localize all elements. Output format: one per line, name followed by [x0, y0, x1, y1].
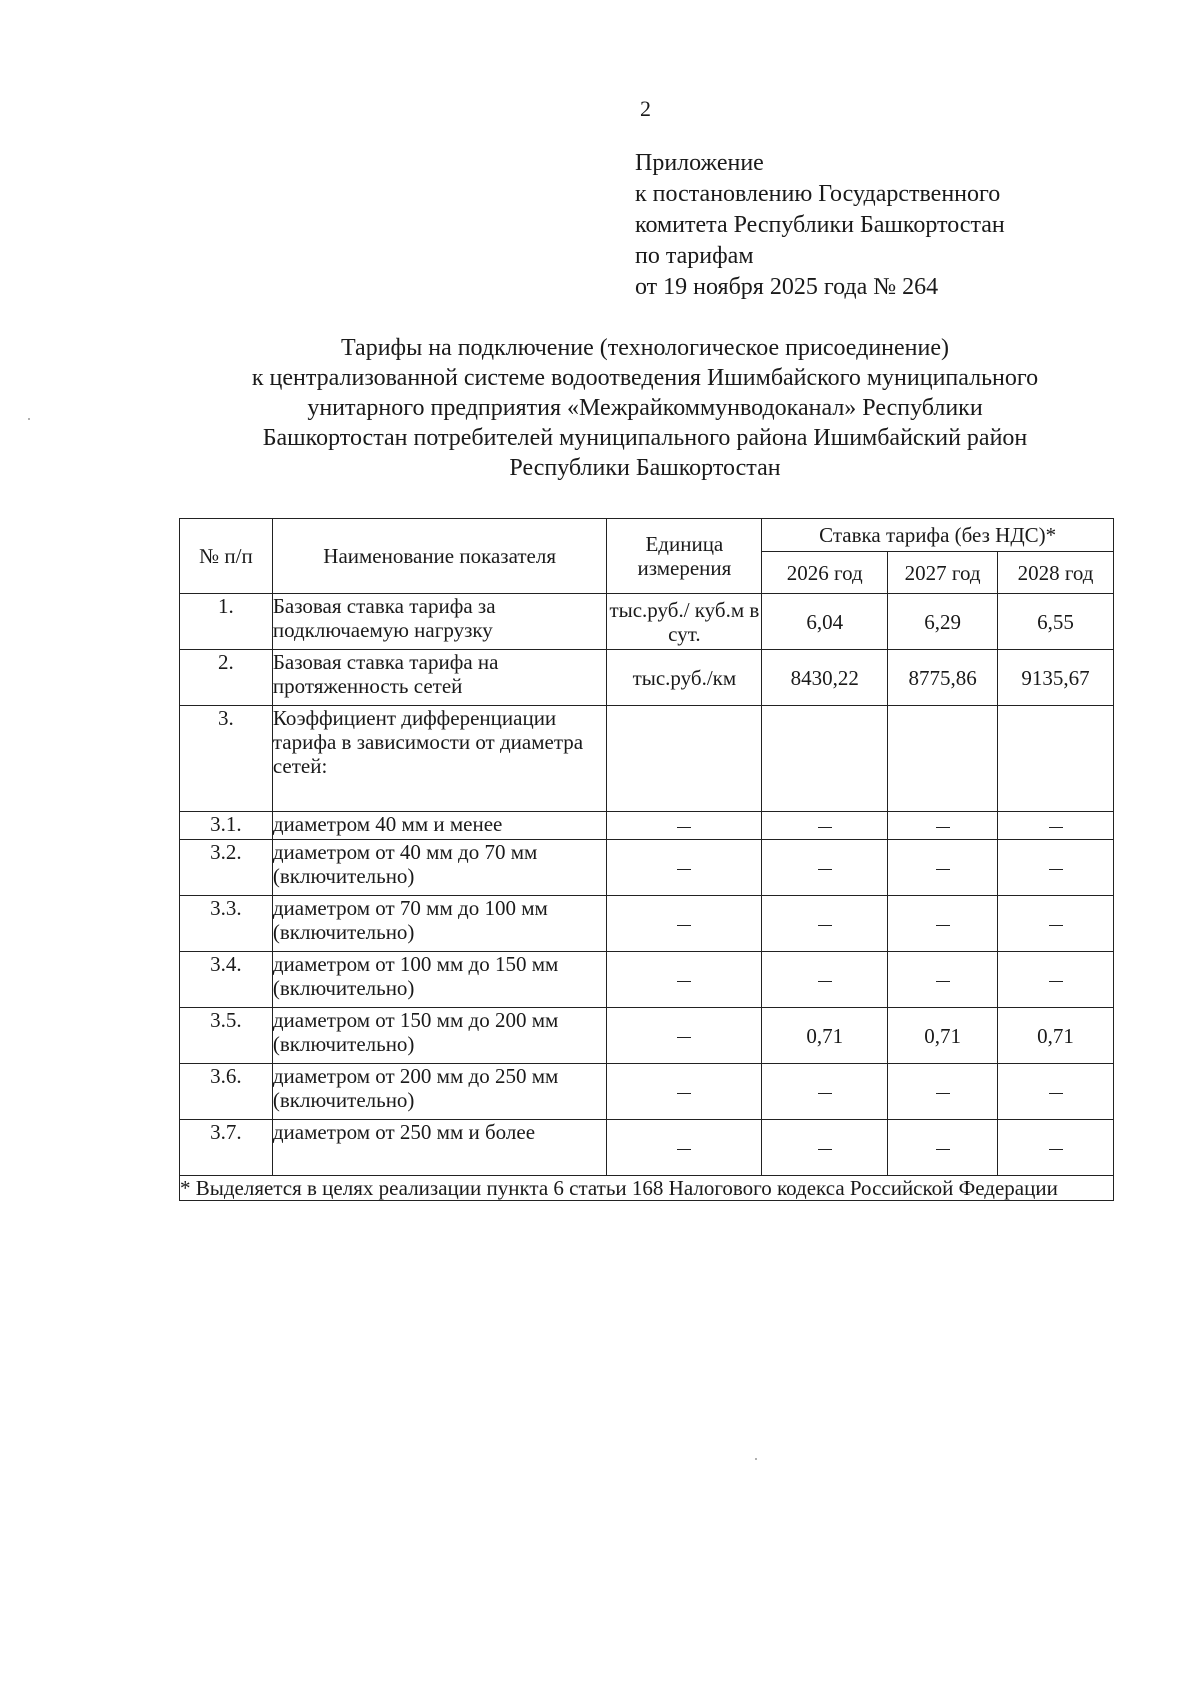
row-indicator-name: диаметром от 40 мм до 70 мм (включительно) [272, 840, 607, 896]
row-rate-value [888, 896, 998, 952]
row-indicator-name: Базовая ставка тарифа на протяженность сетей [272, 650, 607, 706]
row-rate-value: 9135,67 [998, 650, 1114, 706]
row-rate-value [888, 812, 998, 840]
dash-mark [1049, 827, 1063, 828]
dash-mark [1049, 1149, 1063, 1150]
title-line: к централизованной системе водоотведения Ишимбайского муниципального [251, 365, 1039, 391]
row-number: 3.1. [180, 812, 273, 840]
dash-mark [1049, 925, 1063, 926]
table-row [180, 594, 1114, 650]
scan-speck [28, 418, 30, 420]
page-number: 2 [640, 96, 651, 121]
table-row [180, 1008, 1114, 1064]
row-rate-value [888, 706, 998, 812]
row-number: 3. [180, 706, 273, 812]
dash-mark [936, 981, 950, 982]
row-rate-value: 0,71 [762, 1008, 888, 1064]
row-rate-value [888, 1064, 998, 1120]
dash-mark [818, 827, 832, 828]
dash-mark [1049, 1093, 1063, 1094]
appendix-line: от 19 ноября 2025 года № 264 [635, 274, 939, 300]
row-unit [607, 1120, 762, 1176]
dash-mark [677, 1093, 691, 1094]
row-unit [607, 1008, 762, 1064]
row-indicator-name: диаметром от 250 мм и более [272, 1120, 607, 1176]
row-rate-value [998, 1064, 1114, 1120]
row-number: 3.2. [180, 840, 273, 896]
row-unit: тыс.руб./ куб.м в сут. [607, 594, 762, 650]
dash-mark [818, 981, 832, 982]
row-number: 3.6. [180, 1064, 273, 1120]
row-unit [607, 1064, 762, 1120]
dash-mark [936, 925, 950, 926]
dash-mark [677, 827, 691, 828]
tariff-table [179, 518, 1114, 1201]
dash-mark [818, 925, 832, 926]
row-unit [607, 952, 762, 1008]
header-year: 2027 год [888, 552, 998, 594]
row-rate-value: 6,55 [998, 594, 1114, 650]
row-rate-value [762, 706, 888, 812]
row-rate-value: 8775,86 [888, 650, 998, 706]
table-row [180, 650, 1114, 706]
row-rate-value: 0,71 [888, 1008, 998, 1064]
dash-mark [677, 981, 691, 982]
row-indicator-name: диаметром от 100 мм до 150 мм (включительно) [272, 952, 607, 1008]
row-rate-value [998, 896, 1114, 952]
dash-mark [936, 869, 950, 870]
row-rate-value [998, 1120, 1114, 1176]
document-title [160, 333, 1130, 483]
table-row [180, 952, 1114, 1008]
row-number: 2. [180, 650, 273, 706]
row-rate-value [762, 1120, 888, 1176]
row-number: 1. [180, 594, 273, 650]
header-rate-group: Ставка тарифа (без НДС)* [762, 519, 1114, 552]
dash-mark [677, 869, 691, 870]
row-rate-value: 6,29 [888, 594, 998, 650]
table-row [180, 1064, 1114, 1120]
row-unit [607, 706, 762, 812]
table-row [180, 840, 1114, 896]
table-row [180, 896, 1114, 952]
row-rate-value [762, 1064, 888, 1120]
row-rate-value [998, 706, 1114, 812]
row-number: 3.5. [180, 1008, 273, 1064]
appendix-line: Приложение [635, 150, 764, 176]
appendix-line: к постановлению Государственного [635, 181, 1001, 207]
dash-mark [936, 1093, 950, 1094]
row-rate-value [888, 952, 998, 1008]
dash-mark [818, 869, 832, 870]
row-rate-value [762, 896, 888, 952]
row-indicator-name: диаметром 40 мм и менее [272, 812, 607, 840]
row-rate-value: 0,71 [998, 1008, 1114, 1064]
scan-speck [755, 1458, 757, 1460]
row-unit: тыс.руб./км [607, 650, 762, 706]
row-unit [607, 812, 762, 840]
row-indicator-name: диаметром от 150 мм до 200 мм (включительно) [272, 1008, 607, 1064]
dash-mark [1049, 981, 1063, 982]
dash-mark [936, 827, 950, 828]
table-row [180, 1120, 1114, 1176]
appendix-line: по тарифам [635, 243, 754, 269]
appendix-block [635, 148, 1005, 303]
row-rate-value: 8430,22 [762, 650, 888, 706]
table-footnote: * Выделяется в целях реализации пункта 6 статьи 168 Налогового кодекса Российской Федерации [180, 1176, 1114, 1201]
row-rate-value [888, 840, 998, 896]
row-rate-value [762, 952, 888, 1008]
header-year: 2026 год [762, 552, 888, 594]
row-rate-value [762, 812, 888, 840]
row-number: 3.4. [180, 952, 273, 1008]
header-unit: Единица измерения [607, 519, 762, 594]
header-num: № п/п [180, 519, 273, 594]
header-year: 2028 год [998, 552, 1114, 594]
dash-mark [936, 1149, 950, 1150]
row-indicator-name: диаметром от 200 мм до 250 мм (включительно) [272, 1064, 607, 1120]
dash-mark [1049, 869, 1063, 870]
dash-mark [677, 925, 691, 926]
row-indicator-name: Базовая ставка тарифа за подключаемую нагрузку [272, 594, 607, 650]
row-rate-value: 6,04 [762, 594, 888, 650]
title-line: Республики Башкортостан [509, 455, 781, 481]
row-number: 3.3. [180, 896, 273, 952]
row-indicator-name: Коэффициент дифференциации тарифа в зависимости от диаметра сетей: [272, 706, 607, 812]
row-rate-value [998, 812, 1114, 840]
dash-mark [818, 1149, 832, 1150]
row-rate-value [762, 840, 888, 896]
header-name: Наименование показателя [272, 519, 607, 594]
title-line: унитарного предприятия «Межрайкоммунводоканал» Республики [307, 395, 983, 421]
table-row [180, 812, 1114, 840]
appendix-line: комитета Республики Башкортостан [635, 212, 1005, 238]
row-rate-value [998, 952, 1114, 1008]
title-line: Башкортостан потребителей муниципального района Ишимбайский район [262, 425, 1028, 451]
row-rate-value [998, 840, 1114, 896]
row-rate-value [888, 1120, 998, 1176]
table-row [180, 706, 1114, 812]
row-unit [607, 896, 762, 952]
title-line: Тарифы на подключение (технологическое присоединение) [340, 335, 950, 361]
row-indicator-name: диаметром от 70 мм до 100 мм (включительно) [272, 896, 607, 952]
dash-mark [818, 1093, 832, 1094]
dash-mark [677, 1037, 691, 1038]
row-unit [607, 840, 762, 896]
dash-mark [677, 1149, 691, 1150]
row-number: 3.7. [180, 1120, 273, 1176]
